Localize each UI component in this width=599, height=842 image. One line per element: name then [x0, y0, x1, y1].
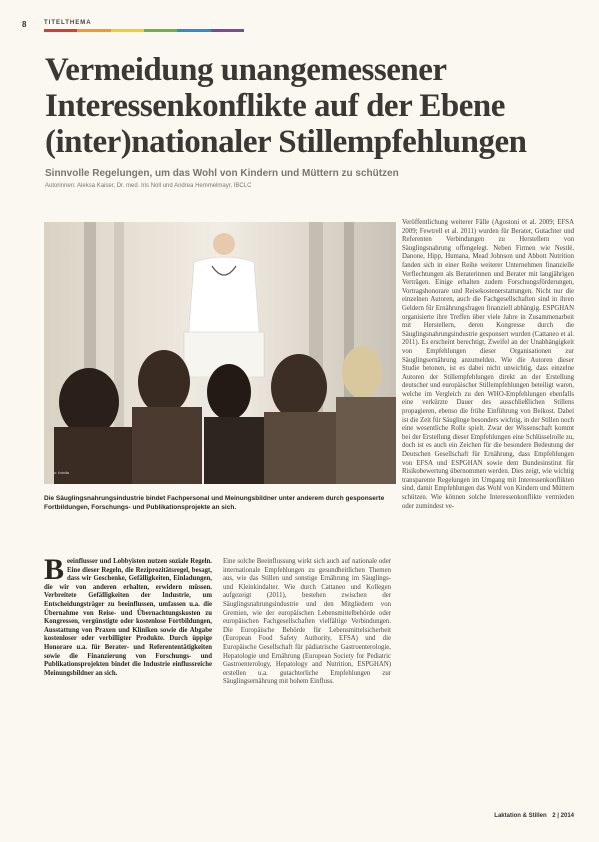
page-number: 8 — [22, 20, 27, 29]
color-bar-segment — [177, 29, 210, 32]
color-bar-segment — [77, 29, 110, 32]
article-subtitle: Sinnvolle Regelungen, um das Wohl von Kindern und Müttern zu schützen — [45, 168, 399, 179]
intro-column — [44, 553, 212, 678]
photo-caption: Die Säuglingsnahrungsindustrie bindet Fachpersonal und Meinungsbildner unter anderem durch gesponserte Fortbildungen, Forschungs- und Publikationsprojekte an sich. — [44, 495, 385, 511]
color-bar-segment — [44, 29, 77, 32]
intro-text: eeinflusser und Lobbyisten nutzen soziale Regeln. Eine dieser Regeln, die Reziprozitätsregel, besagt, dass wir Geschenke, Gefälligkeiten, Einladungen, die wir von anderen erhalten, erwidern müssen. Verbreitete Gefälligkeiten der Industrie, um Entscheidungsträger zu beeinflussen, umfassen u.a. die Übernahme von Reise- und Übernachtungskosten zu Kongressen, vergünstigte oder kostenlose Fortbildungen, Ausstattung von Praxen und Kliniken sowie die Abgabe kostenloser oder verbilligter Produkte. Durch üppige Honorare u.a. für Berater- und Referententätigkeiten sowie die Finanzierung von Forschungs- und Publikationsprojekten bindet die Industrie einflussreiche Meinungsbildner an sich. — [44, 558, 212, 677]
lecture-illustration — [44, 222, 396, 484]
color-bar-segment — [211, 29, 244, 32]
color-bar-segment — [144, 29, 177, 32]
color-bar-segment — [111, 29, 144, 32]
article-authors: Autorinnen: Aleksa Kaiser, Dr. med. Iris Noll und Andrea Hemmelmayr, IBCLC — [45, 183, 252, 189]
lecture-photo — [44, 222, 396, 484]
body-column-right: Veröffentlichung weiterer Fälle (Agostoni et al. 2009; EFSA 2009; Fewtrell et al. 2011) wurden für Berater, Gutachter und Referenten Verbindungen zu Herstellern von Säuglingsnahrung offengelegt. Neben Firmen wie Nestlé, Danone, Hipp, Humana, Mead Johnson und Abbott Nutrition fanden sich in einer Reihe weiterer Unternehmen finanzielle Verflechtungen als Beraterinnen und Berater mit langjährigen Verträgen. Einige erhalten zudem Forschungsförderungen, Vortragshonorare und Reisekostenerstattungen. Nicht nur die einzelnen Autoren, auch die Fachgesellschaften sind in ihren Geldern für Ernährungsfragen finanziell abhängig. ESPGHAN organisierte ihre Treffen über viele Jahre in Zusammenarbeit mit Herstellern, deren Kongresse durch die Säuglingsnahrungsindustrie gesponsert wurden (Cattaneo et al. 2011). Es erscheint berechtigt, Zweifel an der Unabhängigkeit von Empfehlungen dieser Organisationen zur Säuglingsernährung anzumelden. Wie die Autoren dieser Studie betonen, ist es dabei nicht unwichtig, dass einzelne Autoren der Stillempfehlungen direkt an der Erstellung deutscher und europäischer Stillempfehlungen beteiligt waren, welche im Vergleich zu den WHO-Empfehlungen ebenfalls eine verkürzte Dauer des ausschließlichen Stillens propagieren, ebenso die frühe Einführung von Beikost. Dabei ist die Zeit für Säuglinge besonders wichtig, in der Stillen noch eine wesentliche Rolle spielt. Zwar der Wissenschaft kommt bei der Erstellung dieser Empfehlungen eine Schlüsselrolle zu, doch ist es auch ein Zeichen für die besondere Bedeutung der Deutschen Gesellschaft für Ernährung, dass Empfehlungen von EFSA und ESPGHAN sowie dem Bundesinstitut für Risikobewertung übernommen werden. Dies zeigt, wie wichtig transparente Regelungen im Umgang mit Interessenkonflikten sind, damit Empfehlungen das Wohl von Kindern und Müttern schützen. Wie können solche Interessenkonflikte vermieden oder zumindest ve- — [402, 219, 574, 510]
page-footer — [402, 813, 574, 819]
article-title: Vermeidung unangemessener Interessenkonflikte auf der Ebene (inter)nationaler Stillempfehlungen — [45, 52, 527, 160]
drop-cap: B — [44, 553, 65, 586]
body-column-middle: Eine solche Beeinflussung wirkt sich auch auf nationale oder internationale Empfehlungen zu gesundheitlichen Themen aus, wie das Stillen und sonstige Ernährung im Säuglings- und Kleinkindalter. Wie durch Cattaneo und Kollegen aufgezeigt (2011), bestehen zwischen der Säuglingsnahrungsindustrie und den Mitgliedern von Gremien, wie der europäischen Lebensmittelbehörde oder europäischen Fachgesellschaften vielfältige Verbindungen. Die Europäische Behörde für Lebensmittelsicherheit (European Food Safety Authority, EFSA) und die Europäische Gesellschaft für pädiatrische Gastroenterologie, Hepatologie und Ernährung (European Society for Pediatric Gastroenterology, Hepatology and Nutrition, ESPGHAN) erstellen u.a. gutachterliche Empfehlungen zur Säuglingsernährung mit hohem Einfluss. — [223, 558, 391, 686]
color-bar — [44, 29, 244, 32]
footer-brand: Laktation & Stillen — [494, 813, 547, 819]
footer-issue: 2 | 2014 — [552, 813, 574, 819]
photo-credit: Foto: fotolia — [48, 470, 69, 475]
section-label: TITELTHEMA — [44, 20, 92, 26]
